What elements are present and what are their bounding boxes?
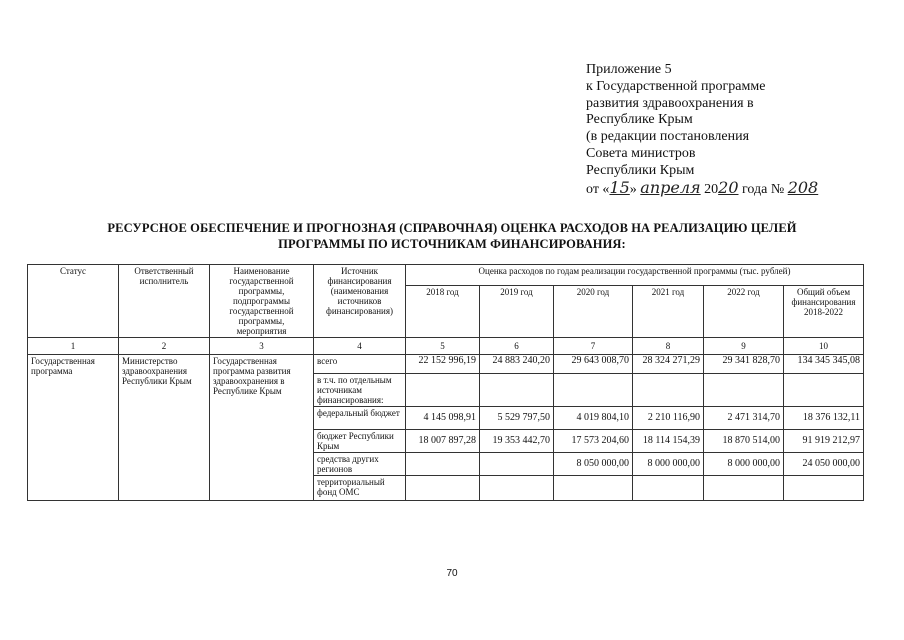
value-cell: 2 471 314,70 <box>704 407 784 430</box>
row-program: Государственная программа развития здравоохранения в Республике Крым <box>210 355 314 501</box>
index-cell: 9 <box>704 338 784 355</box>
value-cell: 24 883 240,20 <box>480 355 554 374</box>
appendix-date-line <box>586 177 819 199</box>
value-cell <box>704 476 784 501</box>
source-cell: в т.ч. по отдельным источникам финансирования: <box>314 374 406 407</box>
title-line-1: РЕСУРСНОЕ ОБЕСПЕЧЕНИЕ И ПРОГНОЗНАЯ (СПРАВОЧНАЯ) ОЦЕНКА РАСХОДОВ НА РЕАЛИЗАЦИЮ ЦЕЛЕЙ <box>107 221 797 235</box>
header-year: 2019 год <box>480 286 554 338</box>
date-close: » <box>629 181 637 197</box>
index-cell: 1 <box>28 338 119 355</box>
title-line-2: ПРОГРАММЫ ПО ИСТОЧНИКАМ ФИНАНСИРОВАНИЯ: <box>278 237 626 251</box>
page-number: 70 <box>446 568 458 579</box>
index-cell: 6 <box>480 338 554 355</box>
value-cell: 18 114 154,39 <box>633 430 704 453</box>
value-cell: 22 152 996,19 <box>406 355 480 374</box>
value-cell: 134 345 345,08 <box>784 355 864 374</box>
value-cell <box>480 476 554 501</box>
source-cell: бюджет Республики Крым <box>314 430 406 453</box>
value-cell: 5 529 797,50 <box>480 407 554 430</box>
appendix-line: развития здравоохранения в <box>586 95 754 111</box>
header-program-name: Наименование государственной программы, подпрограммы государственной программы, мероприятия <box>210 265 314 338</box>
document-title <box>40 220 864 252</box>
index-cell: 4 <box>314 338 406 355</box>
value-cell: 24 050 000,00 <box>784 453 864 476</box>
doc-number-handwritten: 208 <box>787 177 819 197</box>
appendix-line: к Государственной программе <box>586 78 766 94</box>
value-cell <box>406 374 480 407</box>
index-cell: 10 <box>784 338 864 355</box>
value-cell <box>480 453 554 476</box>
index-row <box>28 338 864 355</box>
value-cell: 28 324 271,29 <box>633 355 704 374</box>
value-cell <box>480 374 554 407</box>
value-cell: 29 341 828,70 <box>704 355 784 374</box>
index-cell: 7 <box>554 338 633 355</box>
header-status: Статус <box>28 265 119 338</box>
value-cell <box>406 476 480 501</box>
value-cell <box>633 374 704 407</box>
header-year: 2020 год <box>554 286 633 338</box>
value-cell <box>406 453 480 476</box>
value-cell: 4 145 098,91 <box>406 407 480 430</box>
index-cell: 8 <box>633 338 704 355</box>
funding-table <box>27 264 864 501</box>
value-cell <box>633 476 704 501</box>
appendix-block <box>586 62 818 198</box>
row-status: Государственная программа <box>28 355 119 501</box>
source-cell: федеральный бюджет <box>314 407 406 430</box>
header-executor: Ответственный исполнитель <box>119 265 210 338</box>
value-cell: 18 376 132,11 <box>784 407 864 430</box>
value-cell <box>554 374 633 407</box>
value-cell <box>554 476 633 501</box>
value-cell: 19 353 442,70 <box>480 430 554 453</box>
date-month-handwritten: апреля <box>640 177 701 197</box>
header-total: Общий объем финансирования 2018-2022 <box>784 286 864 338</box>
value-cell: 8 000 000,00 <box>704 453 784 476</box>
header-row <box>28 265 864 286</box>
value-cell: 29 643 008,70 <box>554 355 633 374</box>
row-executor: Министерство здравоохранения Республики Крым <box>119 355 210 501</box>
value-cell <box>704 374 784 407</box>
value-cell <box>784 374 864 407</box>
source-cell: всего <box>314 355 406 374</box>
value-cell: 8 050 000,00 <box>554 453 633 476</box>
appendix-line: Совета министров <box>586 145 696 161</box>
value-cell: 18 870 514,00 <box>704 430 784 453</box>
value-cell: 91 919 212,97 <box>784 430 864 453</box>
header-year: 2021 год <box>633 286 704 338</box>
index-cell: 3 <box>210 338 314 355</box>
table-row <box>28 355 864 374</box>
value-cell: 2 210 116,90 <box>633 407 704 430</box>
index-cell: 5 <box>406 338 480 355</box>
appendix-line: Республике Крым <box>586 112 693 128</box>
source-cell: территориальный фонд ОМС <box>314 476 406 501</box>
header-year: 2018 год <box>406 286 480 338</box>
index-cell: 2 <box>119 338 210 355</box>
appendix-line: Республики Крым <box>586 162 695 178</box>
date-day-handwritten: 15 <box>609 177 630 197</box>
value-cell: 8 000 000,00 <box>633 453 704 476</box>
source-cell: средства других регионов <box>314 453 406 476</box>
date-year-prefix: 20 <box>700 181 719 197</box>
header-estimate: Оценка расходов по годам реализации государственной программы (тыс. рублей) <box>406 265 864 286</box>
date-year-label: года № <box>738 181 788 197</box>
value-cell: 4 019 804,10 <box>554 407 633 430</box>
appendix-line: Приложение 5 <box>586 62 672 77</box>
header-year: 2022 год <box>704 286 784 338</box>
date-year-handwritten: 20 <box>718 177 739 197</box>
appendix-line: (в редакции постановления <box>586 129 750 145</box>
value-cell <box>784 476 864 501</box>
value-cell: 18 007 897,28 <box>406 430 480 453</box>
value-cell: 17 573 204,60 <box>554 430 633 453</box>
header-source: Источник финансирования (наименования источников финансирования) <box>314 265 406 338</box>
date-prefix: от « <box>586 181 610 197</box>
